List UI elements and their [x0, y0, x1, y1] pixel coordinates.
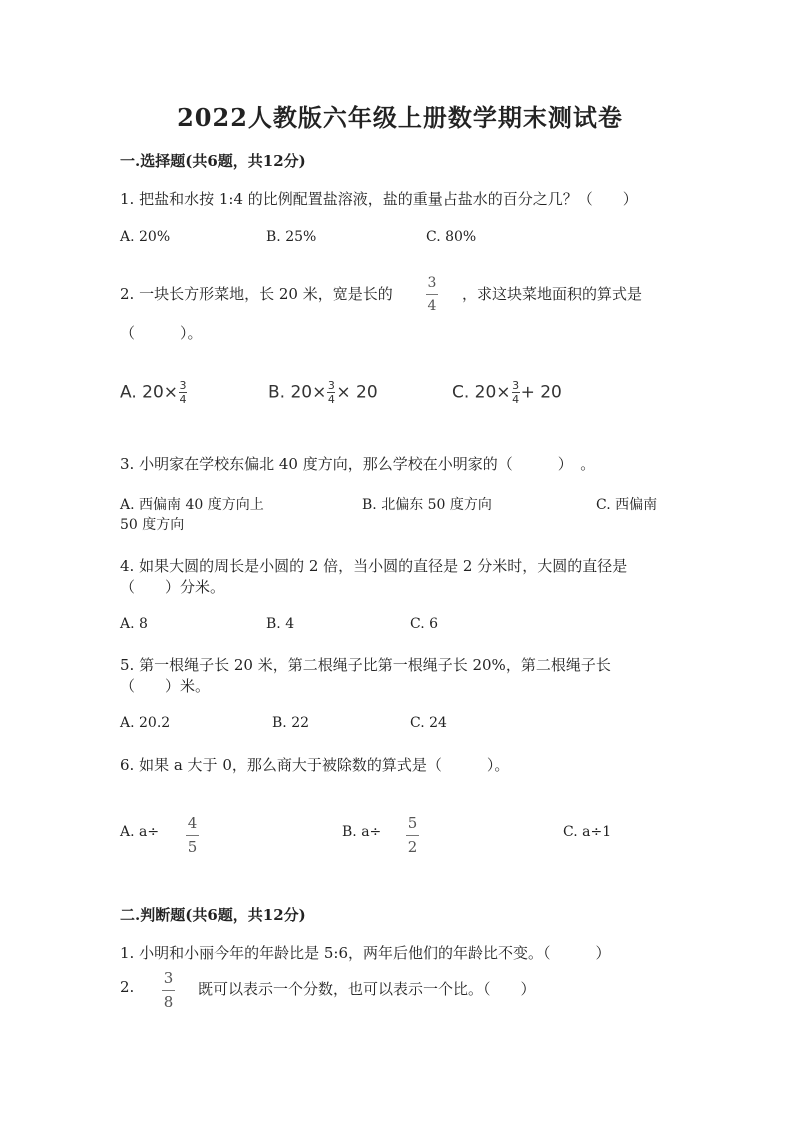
fraction-bar [186, 835, 199, 836]
question-1-option-b: B. 25% [266, 229, 317, 245]
fraction-denominator: 5 [187, 838, 198, 856]
fraction-denominator: 4 [427, 298, 437, 314]
question-6-option-a-fraction [186, 815, 199, 856]
question-6-option-b-fraction [406, 815, 419, 856]
option-fraction [512, 380, 520, 405]
question-3-option-a: A. 西偏南 40 度方向上 [120, 497, 264, 513]
fraction-denominator: 2 [407, 838, 418, 856]
fraction-denominator: 4 [512, 393, 520, 406]
judgement-2-number: 2. [120, 978, 135, 996]
question-3-option-c: C. 西偏南 [596, 497, 658, 513]
fraction-numerator: 3 [327, 379, 335, 392]
fraction-numerator: 3 [179, 379, 187, 392]
question-2-option-a [120, 380, 188, 405]
question-2-text-line2: （ ）。 [120, 324, 203, 342]
fraction-bar [406, 835, 419, 836]
fraction-numerator: 5 [407, 814, 418, 832]
fraction-denominator: 8 [163, 993, 174, 1011]
question-6-option-c: C. a÷1 [563, 824, 612, 840]
question-4-option-c: C. 6 [410, 616, 439, 632]
fraction-numerator: 3 [512, 379, 520, 392]
question-5-option-c: C. 24 [410, 715, 447, 731]
fraction-numerator: 3 [427, 275, 437, 291]
judgement-2-text: 既可以表示一个分数，也可以表示一个比。（ ） [198, 980, 536, 998]
question-6-option-b-prefix: B. a÷ [342, 824, 382, 840]
question-6-text: 6. 如果 a 大于 0，那么商大于被除数的算式是（ ）。 [120, 756, 510, 774]
question-2-option-c [452, 380, 562, 405]
judgement-2-fraction [162, 970, 175, 1011]
question-5-text-line2: （ ）米。 [120, 677, 211, 695]
option-prefix: C. 20× [452, 382, 511, 403]
question-2-option-b [268, 380, 378, 405]
section-heading-choice: 一.选择题(共6题，共12分) [120, 152, 306, 170]
question-1-text: 1. 把盐和水按 1:4 的比例配置盐溶液，盐的重量占盐水的百分之几？（ ） [120, 190, 638, 208]
fraction-denominator: 4 [179, 393, 187, 406]
question-3-option-b: B. 北偏东 50 度方向 [362, 497, 492, 513]
fraction-numerator: 4 [187, 814, 198, 832]
question-2-fraction [426, 275, 438, 314]
question-3-option-c-line2: 50 度方向 [120, 517, 185, 533]
question-6-option-a-prefix: A. a÷ [120, 824, 160, 840]
option-suffix: + 20 [520, 382, 562, 403]
page-title: 2022人教版六年级上册数学期末测试卷 [177, 103, 623, 132]
option-fraction [327, 380, 335, 405]
question-4-text-line2: （ ）分米。 [120, 578, 226, 596]
question-5-option-b: B. 22 [272, 715, 310, 731]
question-4-option-a: A. 8 [120, 616, 148, 632]
fraction-bar [162, 990, 175, 991]
question-1-option-c: C. 80% [426, 229, 477, 245]
option-prefix: A. 20× [120, 382, 179, 403]
fraction-bar [426, 294, 438, 295]
fraction-numerator: 3 [163, 969, 174, 987]
fraction-denominator: 4 [327, 393, 335, 406]
question-5-text: 5. 第一根绳子长 20 米，第二根绳子比第一根绳子长 20%，第二根绳子长 [120, 656, 611, 674]
question-2-text-after: ，求这块菜地面积的算式是 [462, 285, 643, 303]
option-suffix: × 20 [336, 382, 378, 403]
question-1-option-a: A. 20% [120, 229, 171, 245]
question-2-text: 2. 一块长方形菜地，长 20 米，宽是长的 [120, 285, 393, 303]
judgement-1-text: 1. 小明和小丽今年的年龄比是 5:6，两年后他们的年龄比不变。（ ） [120, 944, 611, 962]
option-fraction [179, 380, 187, 405]
question-4-text: 4. 如果大圆的周长是小圆的 2 倍，当小圆的直径是 2 分米时，大圆的直径是 [120, 557, 628, 575]
section-heading-judgement: 二.判断题(共6题，共12分) [120, 906, 306, 924]
question-4-option-b: B. 4 [266, 616, 295, 632]
option-prefix: B. 20× [268, 382, 327, 403]
question-5-option-a: A. 20.2 [120, 715, 171, 731]
question-3-text: 3. 小明家在学校东偏北 40 度方向，那么学校在小明家的（ ） 。 [120, 455, 596, 473]
